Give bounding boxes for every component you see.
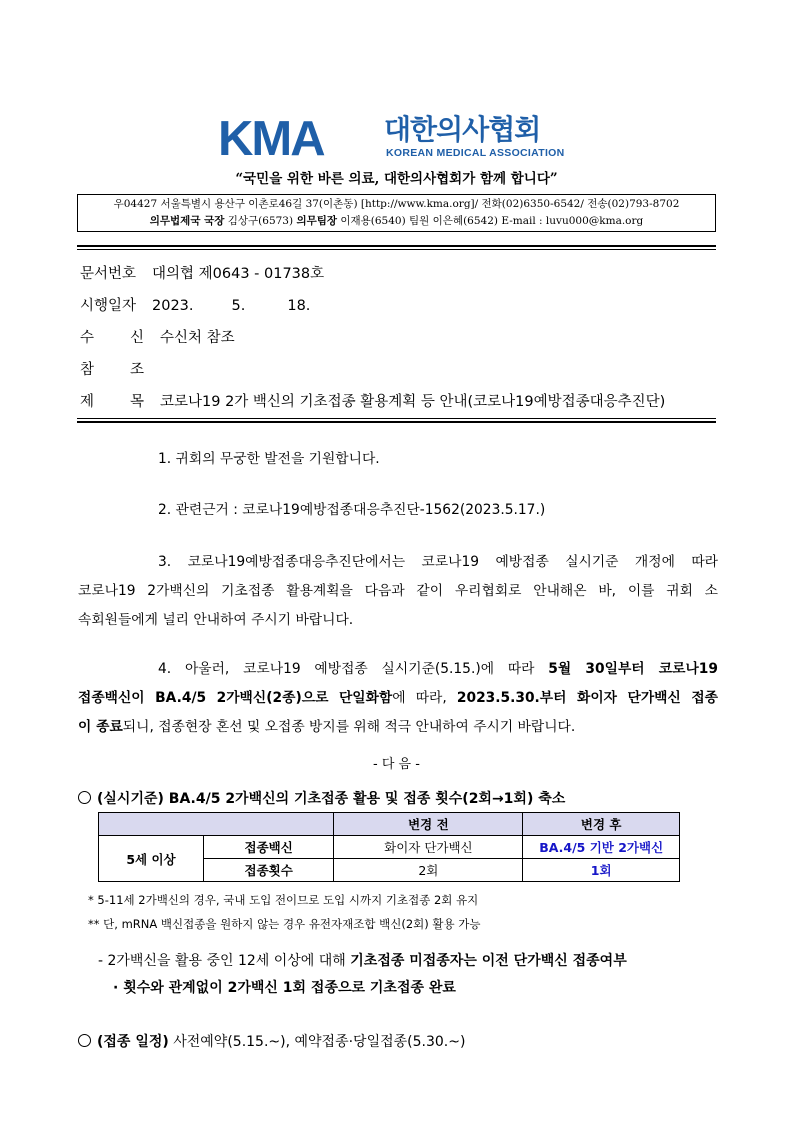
table-header-row [99, 813, 680, 836]
bullet-2: · 횟수와 관계없이 2가백신 1회 접종으로 기초접종 완료 [113, 980, 456, 996]
recipient-label-b: 신 [130, 330, 145, 346]
footnote-2: ** 단, mRNA 백신접종을 원하지 않는 경우 유전자재조합 백신(2회) 활용 가능 [88, 917, 481, 931]
recipient-row [80, 326, 235, 347]
meta-rule-thin [77, 418, 716, 419]
table-cell: 화이자 단가백신 [334, 836, 523, 859]
circle-bullet-icon [78, 1034, 91, 1047]
meta-rule [77, 421, 716, 423]
logo-korean-name: 대한의사협회 [384, 113, 541, 146]
bullet-1: - 2가백신을 활용 중인 12세 이상에 대해 기초접종 미접종자는 이전 단가백신 접종여부 [98, 953, 627, 969]
doc-number-value: 대의협 제0643 - 01738호 [152, 266, 325, 282]
paragraph-3: 3. 코로나19예방접종대응추진단에서는 코로나19 예방접종 실시기준 개정에 따라 코로나19 2가백신의 기초접종 활용계획을 다음과 같이 우리협회로 안내해온 바, 이를 귀회 소 속회원들에게 널리 안내하여 주시기 바랍니다. [78, 554, 718, 628]
table-cell: 1회 [523, 859, 680, 882]
logo-mark: KMA [218, 112, 324, 166]
kma-logo [218, 112, 578, 166]
table-group-label: 5세 이상 [99, 836, 204, 882]
next-heading: - 다 음 - [373, 757, 420, 772]
table-row [99, 836, 680, 859]
reference-label-b: 조 [130, 362, 145, 378]
logo-english-name: KOREAN MEDICAL ASSOCIATION [386, 147, 565, 159]
recipient-value: 수신처 참조 [160, 330, 235, 346]
doc-number-row [80, 262, 324, 283]
recipient-label-a: 수 [80, 330, 95, 346]
date-day: 18. [287, 298, 311, 314]
date-label: 시행일자 [80, 298, 137, 314]
subject-label-a: 제 [80, 394, 95, 410]
contact-line-2 [78, 213, 715, 230]
table-header-after: 변경 후 [523, 813, 680, 836]
table-header-blank [99, 813, 334, 836]
table-cell: 2회 [334, 859, 523, 882]
date-row [80, 294, 310, 315]
contact-team-value: 이재용(6540) 팀원 이은혜(6542) E-mail : luvu000@kma.org [337, 215, 644, 227]
contact-dept-label: 의무법제국 국장 [149, 215, 225, 227]
paragraph-1: 1. 귀회의 무궁한 발전을 기원합니다. [158, 451, 380, 467]
table-row-label: 접종백신 [204, 836, 334, 859]
contact-line-1: 우04427 서울특별시 용산구 이촌로46길 37(이촌동) [http://www.kma.org]/ 전화(02)6350-6542/ 전송(02)793-8702 [113, 198, 680, 210]
date-month: 5. [231, 298, 246, 314]
table-row-label: 접종횟수 [204, 859, 334, 882]
emphasis-date: 5월 30일부터 코로나19 [548, 661, 718, 677]
reference-label-a: 참 [80, 362, 95, 378]
doc-number-label: 문서번호 [80, 266, 137, 282]
paragraph-4: 4. 아울러, 코로나19 예방접종 실시기준(5.15.)에 따라 5월 30일부터 코로나19 접종백신이 BA.4/5 2가백신(2종)으로 단일화함에 따라, 2023.5.30.부터 화이자 단가백신 접종 이 종료되니, 접종현장 혼선 및 오접종 방지를 위해 적극 안내하여 주시기 바랍니다. [78, 661, 718, 735]
contact-team-label: 의무팀장 [296, 215, 338, 227]
subject-row [80, 390, 665, 411]
contact-dept-value: 김상구(6573) [224, 215, 297, 227]
slogan: “국민을 위한 바른 의료, 대한의사협회가 함께 합니다” [235, 171, 558, 187]
header-rule [77, 245, 716, 247]
table-cell: BA.4/5 기반 2가백신 [523, 836, 680, 859]
subject-value: 코로나19 2가 백신의 기초접종 활용계획 등 안내(코로나19예방접종대응추진단) [160, 394, 666, 410]
footnote-1: * 5-11세 2가백신의 경우, 국내 도입 전이므로 도입 시까지 기초접종 2회 유지 [88, 893, 479, 907]
contact-box [77, 194, 716, 232]
reference-row [80, 358, 152, 379]
subject-label-b: 목 [130, 394, 145, 410]
header-rule-thin [77, 249, 716, 250]
emphasis-unify: 접종백신이 BA.4/5 2가백신(2종)으로 단일화함 [78, 690, 393, 706]
change-table [98, 812, 680, 882]
table-header-before: 변경 전 [334, 813, 523, 836]
circle-bullet-icon [78, 791, 91, 804]
date-year: 2023. [152, 298, 194, 314]
section-1-title: (실시기준) BA.4/5 2가백신의 기초접종 활용 및 접종 횟수(2회→1회) 축소 [78, 788, 565, 808]
paragraph-2: 2. 관련근거 : 코로나19예방접종대응추진단-1562(2023.5.17.) [158, 502, 546, 518]
emphasis-end: 2023.5.30.부터 화이자 단가백신 접종 [456, 690, 718, 706]
section-2-title: (접종 일정) 사전예약(5.15.~), 예약접종·당일접종(5.30.~) [78, 1031, 465, 1051]
